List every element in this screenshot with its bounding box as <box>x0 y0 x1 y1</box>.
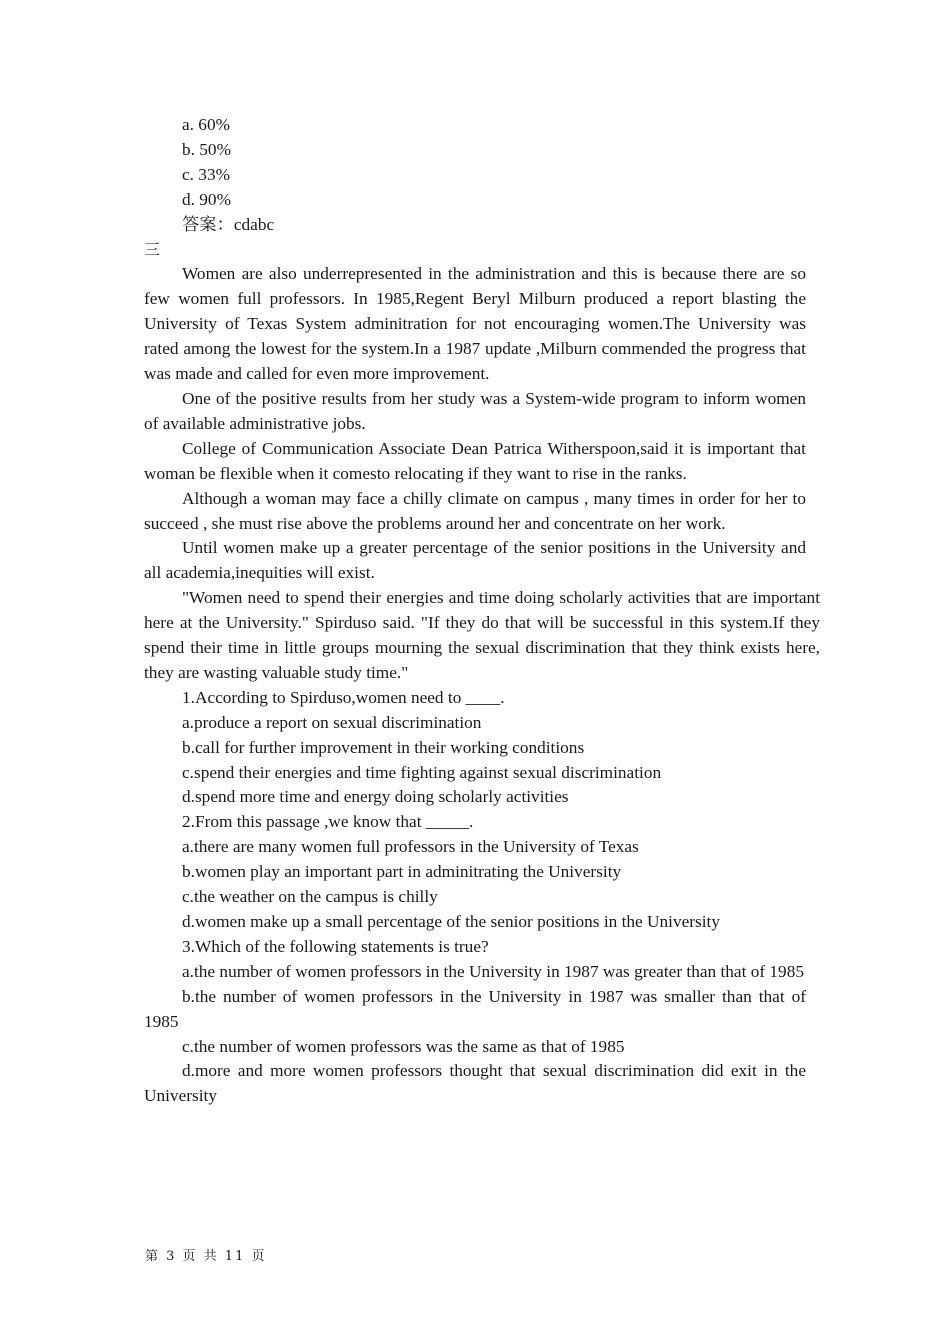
prev-option-d: d. 90% <box>182 189 231 209</box>
section-title: 三 <box>144 239 161 259</box>
question-2-option-d: d.women make up a small percentage of the senior positions in the University <box>182 912 720 931</box>
passage-paragraph-6: "Women need to spend their energies and time doing scholarly activities that are important here at the University." Spirduso said. "If they do that will be successful in this system.If they spend their time in little groups mourning the sexual discrimination that they think exists here, they are wasting valuable study time." <box>144 588 820 682</box>
question-2-stem: 2.From this passage ,we know that _____. <box>182 812 474 832</box>
prev-option-a: a. 60% <box>182 115 230 134</box>
question-3-option-c: c.the number of women professors was the same as that of 1985 <box>182 1036 625 1056</box>
question-1-option-b: b.call for further improvement in their working conditions <box>182 737 585 757</box>
document-page <box>144 113 820 1109</box>
page-footer: 第 3 页 共 11 页 <box>145 1249 267 1264</box>
question-1-option-c: c.spend their energies and time fighting against sexual discrimination <box>182 762 662 782</box>
question-1-option-a: a.produce a report on sexual discrimination <box>182 712 482 732</box>
question-3-option-d: d.more and more women professors thought that sexual discrimination did exit in the University <box>144 1061 806 1106</box>
passage-paragraph-5: Until women make up a greater percentage of the senior positions in the University and all academia,inequities will exist. <box>144 538 806 583</box>
question-3-option-a: a.the number of women professors in the University in 1987 was greater than that of 1985 <box>182 961 804 981</box>
question-2-option-c: c.the weather on the campus is chilly <box>182 887 438 907</box>
question-2-option-b: b.women play an important part in adminitrating the University <box>182 862 622 882</box>
question-2-option-a: a.there are many women full professors in the University of Texas <box>182 837 639 857</box>
question-1-stem: 1.According to Spirduso,women need to ____. <box>182 687 505 707</box>
question-3-stem: 3.Which of the following statements is true? <box>182 936 489 956</box>
passage-paragraph-1: Women are also underrepresented in the administration and this is because there are so few women full professors. In 1985,Regent Beryl Milburn produced a report blasting the University of Texas System adminitration for not encouraging women.The University was rated among the lowest for the system.In a 1987 update ,Milburn commended the progress that was made and called for even more improvement. <box>144 264 806 384</box>
prev-option-b: b. 50% <box>182 139 231 159</box>
prev-option-c: c. 33% <box>182 164 230 184</box>
passage-paragraph-4: Although a woman may face a chilly climate on campus , many times in order for her to succeed , she must rise above the problems around her and concentrate on her work. <box>144 488 806 533</box>
question-1-option-d: d.spend more time and energy doing scholarly activities <box>182 787 569 807</box>
passage-paragraph-3: College of Communication Associate Dean Patrica Witherspoon,said it is important that woman be flexible when it comesto relocating if they want to rise in the ranks. <box>144 438 806 483</box>
question-3-option-b: b.the number of women professors in the University in 1987 was smaller than that of 1985 <box>144 986 806 1031</box>
passage-paragraph-2: One of the positive results from her study was a System-wide program to inform women of available administrative jobs. <box>144 388 806 433</box>
prev-answer: 答案：cdabc <box>182 214 275 234</box>
